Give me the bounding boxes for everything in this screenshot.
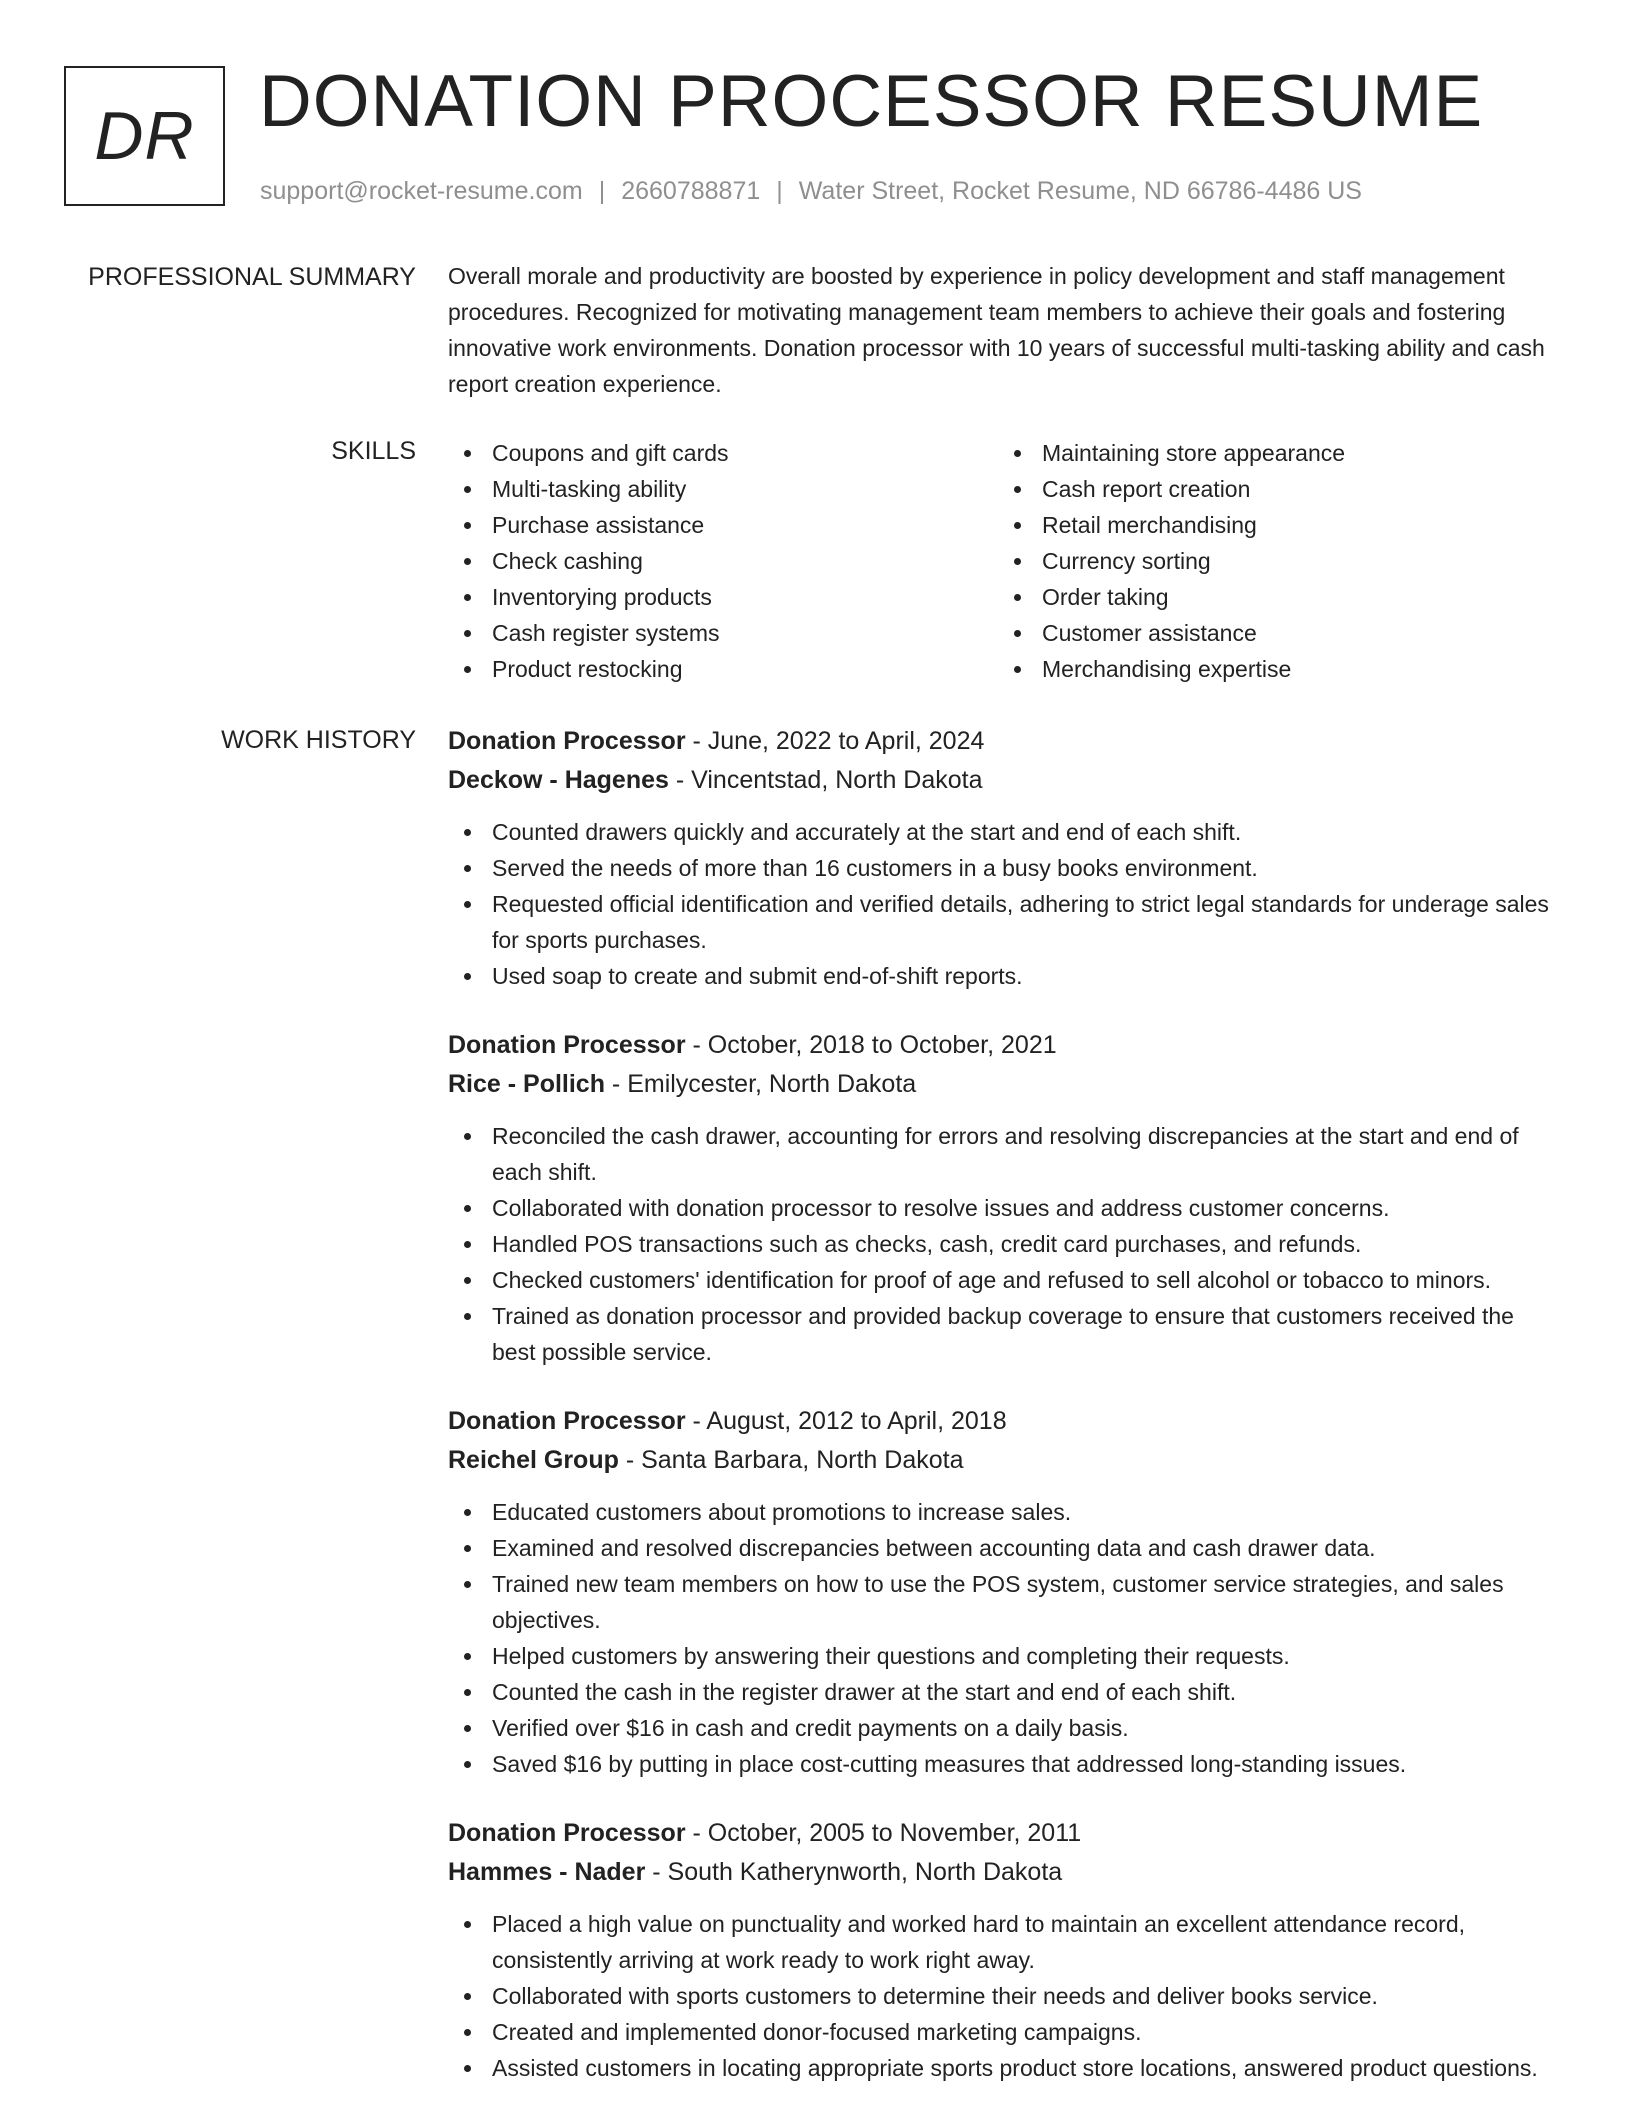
skill-item: Coupons and gift cards [448,435,998,471]
work-history-body [448,722,1558,2118]
job-bullet: Handled POS transactions such as checks, cash, credit card purchases, and refunds. [448,1226,1558,1262]
monogram-box [64,66,225,206]
job-bullet: Assisted customers in locating appropriate sports product store locations, answered product questions. [448,2050,1558,2086]
job-title-line [448,1402,1558,1441]
job-bullet: Collaborated with donation processor to resolve issues and address customer concerns. [448,1190,1558,1226]
contact-line [260,176,1362,206]
job-location: - Emilycester, North Dakota [604,1070,917,1098]
contact-address: Water Street, Rocket Resume, ND 66786-4486 US [798,177,1362,205]
skill-item: Cash report creation [998,471,1548,507]
contact-email: support@rocket-resume.com [260,177,583,205]
job-entry [448,1026,1558,1370]
job-bullet: Trained as donation processor and provided backup coverage to ensure that customers received the best possible service. [448,1298,1558,1370]
job-location: - Santa Barbara, North Dakota [618,1446,964,1474]
skill-item: Merchandising expertise [998,651,1548,687]
job-bullet: Counted drawers quickly and accurately at the start and end of each shift. [448,814,1558,850]
skill-item: Cash register systems [448,615,998,651]
job-bullet: Requested official identification and verified details, adhering to strict legal standards for underage sales for sports purchases. [448,886,1558,958]
contact-phone: 2660788871 [621,177,761,205]
job-title-line [448,722,1558,761]
skill-item: Order taking [998,579,1548,615]
job-bullet: Checked customers' identification for proof of age and refused to sell alcohol or tobacco to minors. [448,1262,1558,1298]
summary-body [448,258,1558,402]
job-bullet: Examined and resolved discrepancies between accounting data and cash drawer data. [448,1530,1558,1566]
job-company-line [448,1065,1558,1104]
skills-body [448,435,1558,687]
skills-columns [448,435,1558,687]
job-dates: - October, 2018 to October, 2021 [685,1031,1057,1059]
monogram-initials: DR [94,98,195,174]
job-company: Hammes - Nader [448,1858,646,1886]
job-title: Donation Processor [448,1407,686,1435]
job-location: - South Katherynworth, North Dakota [645,1858,1063,1886]
job-bullets [448,814,1558,994]
job-company: Deckow - Hagenes [448,766,669,794]
summary-text: Overall morale and productivity are boosted by experience in policy development and staff management procedures. Recognized for motivating management team members to achieve their goals and fostering innovative work environments. Donation processor with 10 years of successful multi-tasking ability and cash report creation experience. [448,263,1545,397]
job-dates: - August, 2012 to April, 2018 [685,1407,1007,1435]
skill-item: Product restocking [448,651,998,687]
job-company: Rice - Pollich [448,1070,605,1098]
job-title: Donation Processor [448,1819,686,1847]
job-bullet: Created and implemented donor-focused marketing campaigns. [448,2014,1558,2050]
skill-item: Maintaining store appearance [998,435,1548,471]
job-bullet: Saved $16 by putting in place cost-cutting measures that addressed long-standing issues. [448,1746,1558,1782]
summary-heading: PROFESSIONAL SUMMARY [88,263,416,291]
job-company-line [448,761,1558,800]
skill-item: Purchase assistance [448,507,998,543]
job-bullet: Collaborated with sports customers to determine their needs and deliver books service. [448,1978,1558,2014]
job-location: - Vincentstad, North Dakota [668,766,983,794]
skill-item: Multi-tasking ability [448,471,998,507]
skills-list-left [448,435,998,687]
job-title-line [448,1026,1558,1065]
work-history-heading: WORK HISTORY [221,726,416,754]
contact-separator: | [776,177,783,205]
job-bullet: Served the needs of more than 16 customers in a busy books environment. [448,850,1558,886]
skill-item: Check cashing [448,543,998,579]
job-company-line [448,1853,1558,1892]
job-company-line [448,1441,1558,1480]
skill-item: Inventorying products [448,579,998,615]
skill-item: Customer assistance [998,615,1548,651]
job-entry [448,1814,1558,2086]
job-bullets [448,1906,1558,2086]
job-bullet: Educated customers about promotions to increase sales. [448,1494,1558,1530]
skills-list-right [998,435,1548,687]
skill-item: Currency sorting [998,543,1548,579]
job-bullets [448,1118,1558,1370]
job-bullet: Used soap to create and submit end-of-shift reports. [448,958,1558,994]
job-bullet: Helped customers by answering their questions and completing their requests. [448,1638,1558,1674]
job-bullet: Placed a high value on punctuality and worked hard to maintain an excellent attendance record, consistently arriving at work ready to work right away. [448,1906,1558,1978]
job-title: Donation Processor [448,727,686,755]
skill-item: Retail merchandising [998,507,1548,543]
skills-heading: SKILLS [331,437,416,465]
resume-title: DONATION PROCESSOR RESUME [259,61,1484,142]
job-dates: - October, 2005 to November, 2011 [685,1819,1082,1847]
job-entry [448,722,1558,994]
job-bullet: Reconciled the cash drawer, accounting for errors and resolving discrepancies at the start and end of each shift. [448,1118,1558,1190]
job-dates: - June, 2022 to April, 2024 [685,727,985,755]
job-entry [448,1402,1558,1782]
job-bullet: Trained new team members on how to use the POS system, customer service strategies, and sales objectives. [448,1566,1558,1638]
job-bullet: Counted the cash in the register drawer at the start and end of each shift. [448,1674,1558,1710]
job-company: Reichel Group [448,1446,619,1474]
job-bullet: Verified over $16 in cash and credit payments on a daily basis. [448,1710,1558,1746]
job-title: Donation Processor [448,1031,686,1059]
contact-separator: | [598,177,606,205]
job-bullets [448,1494,1558,1782]
job-title-line [448,1814,1558,1853]
